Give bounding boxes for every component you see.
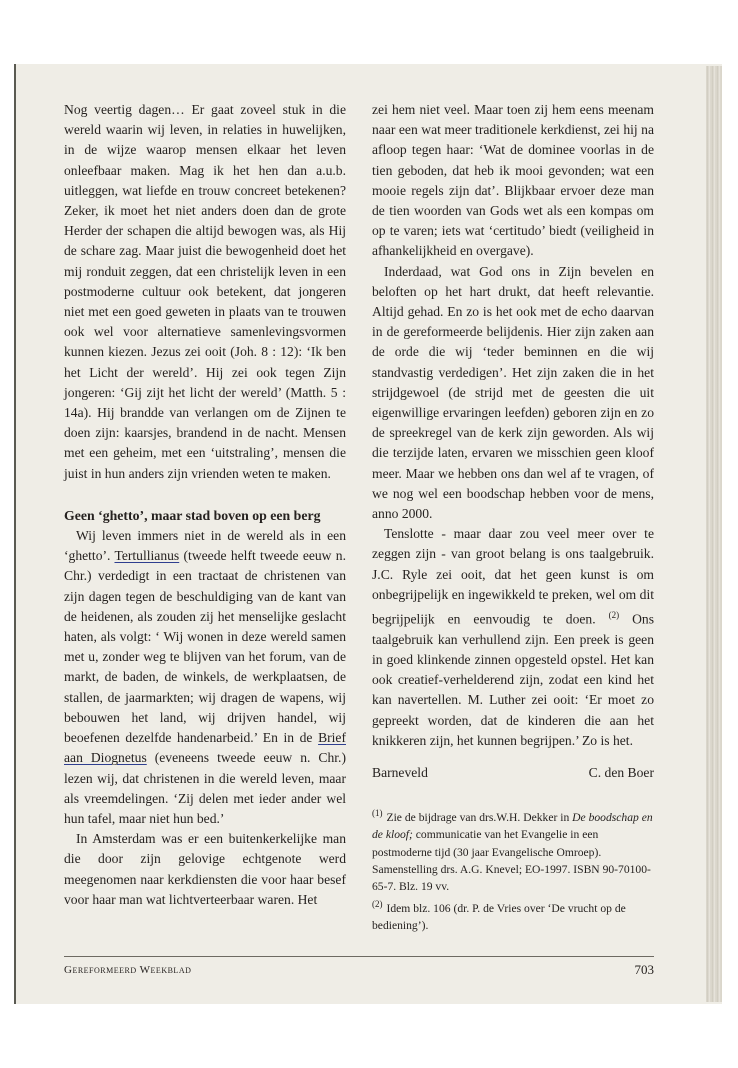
signature-place: Barneveld [372,765,428,781]
footer-rule [64,956,654,957]
paragraph-2-part-a: Wij leven immers niet in de wereld als in een ‘ghetto’. [64,528,346,564]
journal-name: Gereformeerd Weekblad [64,964,192,976]
signature [372,763,654,783]
footnote-2 [372,896,654,934]
left-column [64,100,346,910]
footnote-1-title: De boodschap en de kloof; [372,811,653,842]
signature-author: C. den Boer [588,765,654,781]
left-paragraph-3: In Amsterdam was er een buitenkerkelijke man die door zijn gelovige echtgenote werd meegenomen naar kerkdiensten die voor haar besef voor haar man wat lichtverteerbaar waren. Het [64,831,346,907]
left-paragraph-2 [64,526,346,829]
right-column [372,100,654,935]
page-edges [706,66,722,1002]
right-paragraph-1: zei hem niet veel. Maar toen zij hem eens meenam naar een wat meer traditionele kerkdienst, zei hij na afloop tegen haar: ‘Wat de dominee voorlas in de tien geboden, dat heb ik mooi gevonden; wat een mooie regels zijn dat’. Blijkbaar ervoer deze man de tien woorden van Gods wet als een kompas om op te varen; iets wat ‘certitudo’ biedt (veiligheid in afhankelijkheid en overgave). [372,102,654,259]
page-number: 703 [634,962,654,977]
section-heading: Geen ‘ghetto’, maar stad boven op een berg [64,507,321,523]
footnote-ref-2: (2) [608,610,620,621]
footnote-2-text: Idem blz. 106 (dr. P. de Vries over ‘De vrucht op de bediening’). [372,901,626,933]
footnotes [372,805,654,934]
footnote-2-marker: (2) [372,899,383,910]
right-paragraph-2: Inderdaad, wat God ons in Zijn bevelen en beloften op het hart drukt, dat heeft relevantie. Altijd gehad. En zo is het ook met de echo daarvan in de gereformeerde belijdenis. Hier zijn zaken aan de orde die wij ‘teder beminnen en die wij standvastig verdedigen’. Het zijn zaken die in het strijdgewoel (de strijd met de geesten die uit eigenwillige ervaringen leefden) geboren zijn en zo de spreekregel van de kerk zijn geworden. Als wij die terzijde laten, ervaren we misschien geen kloof meer. Maar we hebben ons dan wel af te vragen, of we nog wel een boodschap hebben voor de mens, anno 2000. [372,263,654,522]
footnote-1-part-a: Zie de bijdrage van drs.W.H. Dekker in [386,811,573,825]
paragraph-3-part-b: Ons taalgebruik kan verhullend zijn. Een preek is geen in goed klinkende zinnen opgesteld opstel. Het kan ook creatief-verhelderend zijn, zodat een kind het kan navertellen. M. Luther zei ooit: ‘Er moet zo gepreekt worden, dat de kinderen die aan het knikkeren zijn, het kunnen begrijpen.’ Zo is het. [372,611,654,748]
footnote-1 [372,805,654,895]
left-paragraph-1: Nog veertig dagen… Er gaat zoveel stuk in die wereld waarin wij leven, in relaties in huwelijken, in de wijze waarop mensen elkaar het leven onleefbaar maken. Mag ik het hen dan a.u.b. uitleggen, wat liefde en trouw concreet betekenen? Zeker, ik moet het niet anders doen dan de grote Herder der schapen die altijd bewogen was, als Hij de schare zag. Maar juist die bewogenheid doet het mij ronduit zeggen, dat een christelijk leven in een postmoderne cultuur ook betekent, dat jongeren niet met een goed geweten in plaats van te trouwen ook wel voor alternatieve samenlevingsvormen kunnen kiezen. Jezus zei ooit (Joh. 8 : 12): ‘Ik ben het Licht der wereld’. Hij zei ook tegen Zijn jongeren: ‘Gij zijt het licht der wereld’ (Matth. 5 : 14a). Hij brandde van verlangen om de Zijnen te doen zijn: kaarsjes, brandend in de nacht. Mensen met een geheim, met een ‘uitstraling’, mensen die juist in hun anders zijn vrienden weten te maken. [64,102,346,481]
footnote-1-marker: (1) [372,808,383,819]
paragraph-3-part-a: Tenslotte - maar daar zou veel meer over te zeggen zijn - van groot belang is ons taalgebruik. J.C. Ryle zei ooit, dat het geen kunst is om onbegrijpelijk en ingewikkeld te preken, wel om dit begrijpelijk en eenvoudig te doen. [372,526,654,627]
paragraph-2-part-c: (eveneens tweede eeuw n. Chr.) lezen wij, dat christenen in die wereld leven, maar als vreemdelingen. ‘Zij delen met ieder ander wel hun tafel, maar niet hun bed.’ [64,750,346,826]
right-paragraph-3 [372,524,654,751]
underlined-tertullianus: Tertullianus [114,548,180,564]
footnote-1-part-b: communicatie van het Evangelie in een postmoderne tijd (30 jaar Evangelische Omroep). Samenstelling drs. A.G. Knevel; EO-1997. ISBN 90-70100-65-7. Blz. 19 vv. [372,828,651,893]
paragraph-2-part-b: (tweede helft tweede eeuw n. Chr.) verdedigt in een tractaat de christenen van zijn dagen tegen de beschuldiging van de kant van de heidenen, als zouden zij het menselijke geslacht haten, als volgt: ‘ Wij wonen in deze wereld samen met u, zonder weg te blijven van het forum, van de markt, de baden, de winkels, de werkplaatsen, de stallen, de jaarmarkten; wij dragen de wapens, wij bebouwen het land, wij drijven handel, wij beoefenen dezelfde handenarbeid.’ En in de [64,548,346,746]
underlined-diognetus: Brief aan Diognetus [64,730,346,766]
